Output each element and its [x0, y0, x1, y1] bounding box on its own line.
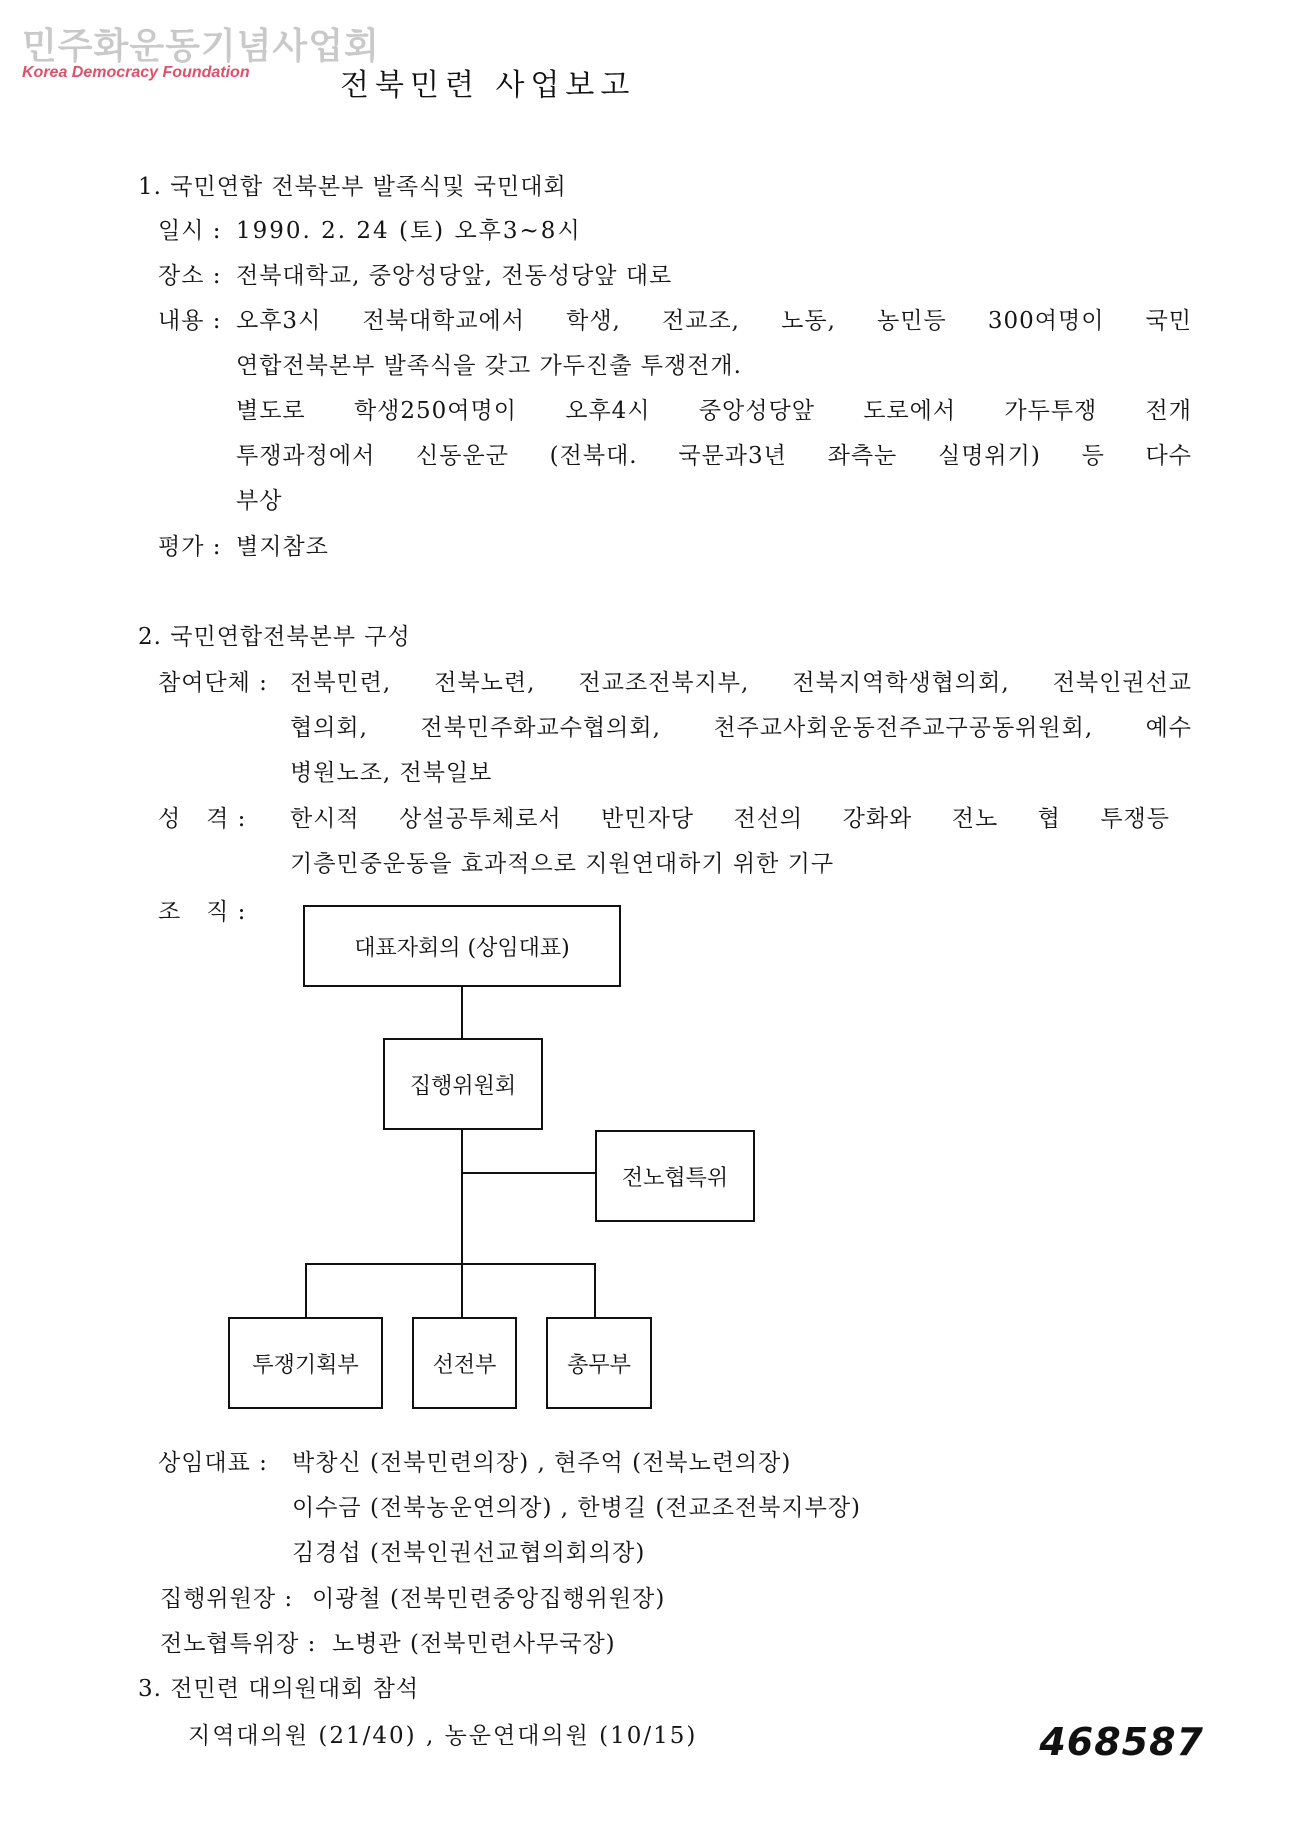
org-connector [305, 1263, 307, 1317]
org-box-representatives: 대표자회의 (상임대표) [303, 905, 621, 987]
section1-heading: 1. 국민연합 전북본부 발족식및 국민대회 [138, 174, 567, 200]
content-line: 별도로 학생250여명이 오후4시 중앙성당앞 도로에서 가두투쟁 전개 [236, 398, 1192, 424]
content-line: 부상 [236, 488, 283, 514]
reps-label: 상임대표 : [158, 1450, 268, 1476]
members-line: 협의회, 전북민주화교수협의회, 천주교사회운동전주교구공동위원회, 예수 [290, 715, 1192, 741]
reps-line: 이수금 (전북농운연의장) , 한병길 (전교조전북지부장) [292, 1495, 862, 1521]
reps-line: 박창신 (전북민련의장) , 현주억 (전북노련의장) [292, 1450, 792, 1476]
watermark-korean: 민주화운동기념사업회 [22, 26, 380, 67]
reps-line: 김경섭 (전북인권선교협의회의장) [292, 1540, 646, 1566]
section2-heading: 2. 국민연합전북본부 구성 [138, 624, 411, 650]
org-connector [461, 1172, 595, 1174]
org-connector [461, 1130, 463, 1263]
document-number: 468587 [1039, 1720, 1204, 1764]
org-box-executive-committee: 집행위원회 [383, 1038, 543, 1130]
date-label: 일시 : [158, 218, 222, 244]
content-line: 연합전북본부 발족식을 갖고 가두진출 투쟁전개. [236, 353, 742, 379]
org-connector [461, 1263, 463, 1317]
content-line: 오후3시 전북대학교에서 학생, 전교조, 노동, 농민등 300여명이 국민 [236, 308, 1192, 334]
eval-label: 평가 : [158, 534, 222, 560]
org-box-general-affairs: 총무부 [546, 1317, 652, 1409]
labor-chair-label: 전노협특위장 : [160, 1631, 317, 1657]
section3-line: 지역대의원 (21/40) , 농운연대의원 (10/15) [188, 1723, 698, 1749]
members-line: 전북민련, 전북노련, 전교조전북지부, 전북지역학생협의회, 전북인권선교 [290, 670, 1192, 696]
page-title: 전북민련 사업보고 [340, 68, 636, 103]
org-connector [305, 1263, 596, 1265]
date-value: 1990. 2. 24 (토) 오후3~8시 [236, 218, 582, 244]
character-line: 기층민중운동을 효과적으로 지원연대하기 위한 기구 [290, 851, 835, 877]
labor-chair-value: 노병관 (전북민련사무국장) [332, 1631, 616, 1657]
org-box-propaganda: 선전부 [412, 1317, 517, 1409]
character-label: 성 격 : [158, 806, 247, 832]
section3-heading: 3. 전민련 대의원대회 참석 [138, 1676, 420, 1702]
members-line: 병원노조, 전북일보 [290, 760, 493, 786]
eval-value: 별지참조 [236, 534, 329, 560]
members-label: 참여단체 : [158, 670, 268, 696]
exec-chair-value: 이광철 (전북민련중앙집행위원장) [312, 1586, 666, 1612]
place-value: 전북대학교, 중앙성당앞, 전동성당앞 대로 [236, 263, 673, 289]
content-line: 투쟁과정에서 신동운군 (전북대. 국문과3년 좌측눈 실명위기) 등 다수 [236, 443, 1192, 469]
place-label: 장소 : [158, 263, 222, 289]
character-line: 한시적 상설공투체로서 반민자당 전선의 강화와 전노 협 투쟁등 [290, 806, 1170, 832]
watermark-english: Korea Democracy Foundation [22, 64, 250, 81]
org-connector [461, 987, 463, 1038]
org-box-labor-committee: 전노협특위 [595, 1130, 755, 1222]
org-box-struggle-planning: 투쟁기획부 [228, 1317, 383, 1409]
exec-chair-label: 집행위원장 : [160, 1586, 294, 1612]
org-connector [594, 1263, 596, 1317]
org-label: 조 직 : [158, 899, 247, 925]
content-label: 내용 : [158, 308, 222, 334]
